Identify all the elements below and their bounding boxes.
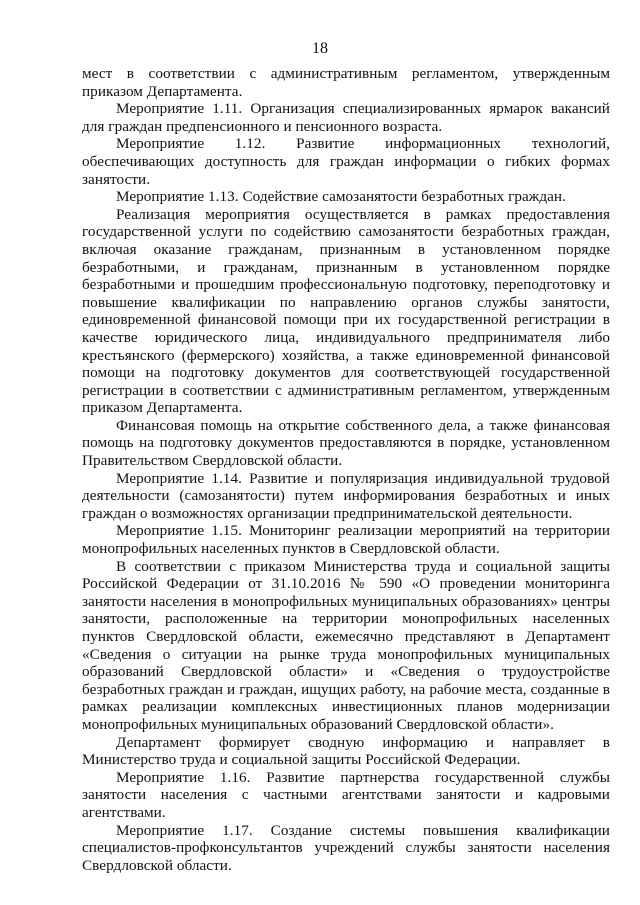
paragraph-measure-1-11: Мероприятие 1.11. Организация специализированных ярмарок вакансий для граждан предпенсионного и пенсионного возраста. — [82, 100, 610, 135]
paragraph-measure-1-17: Мероприятие 1.17. Создание системы повышения квалификации специалистов-профконсультантов учреждений службы занятости населения Свердловской области. — [82, 821, 610, 874]
paragraph-measure-1-14: Мероприятие 1.14. Развитие и популяризация индивидуальной трудовой деятельности (самозанятости) путем информирования безработных и иных граждан о возможностях организации предпринимательской деятельности. — [82, 469, 610, 522]
document-body — [82, 65, 610, 874]
paragraph-continuation: мест в соответствии с административным регламентом, утвержденным приказом Департамента. — [82, 65, 610, 100]
paragraph-ministry-order: В соответствии с приказом Министерства труда и социальной защиты Российской Федерации от 31.10.2016 № 590 «О проведении мониторинга занятости населения в монопрофильных муниципальных образованиях» центры занятости, расположенные на территории монопрофильных населенных пунктов Свердловской области, ежемесячно представляют в Департамент «Сведения о ситуации на рынке труда монопрофильных муниципальных образований Свердловской области» и «Сведения о трудоустройстве безработных граждан и граждан, ищущих работу, на рабочие места, созданные в рамках реализации комплексных инвестиционных планов модернизации монопрофильных муниципальных образований Свердловской области». — [82, 557, 610, 733]
paragraph-financial-aid: Финансовая помощь на открытие собственного дела, а также финансовая помощь на подготовку документов предоставляются в порядке, установленном Правительством Свердловской области. — [82, 416, 610, 470]
page-number: 18 — [312, 40, 328, 57]
paragraph-measure-1-15: Мероприятие 1.15. Мониторинг реализации мероприятий на территории монопрофильных населенных пунктов в Свердловской области. — [82, 522, 610, 558]
paragraph-department-summary: Департамент формирует сводную информацию и направляет в Министерство труда и социальной защиты Российской Федерации. — [82, 733, 610, 769]
paragraph-measure-1-12: Мероприятие 1.12. Развитие информационных технологий, обеспечивающих доступность для граждан информации о гибких формах занятости. — [82, 135, 610, 188]
paragraph-implementation: Реализация мероприятия осуществляется в рамках предоставления государственной услуги по содействию самозанятости безработных граждан, включая оказание гражданам, признанным в установленном порядке безработными, и гражданам, признанным в установленном порядке безработными и прошедшим профессиональную подготовку, переподготовку и повышение квалификации по направлению органов службы занятости, единовременной финансовой помощи при их государственной регистрации в качестве юридического лица, индивидуального предпринимателя либо крестьянского (фермерского) хозяйства, а также единовременной финансовой помощи на подготовку документов для соответствующей государственной регистрации в соответствии с административным регламентом, утвержденным приказом Департамента. — [82, 205, 610, 417]
paragraph-measure-1-16: Мероприятие 1.16. Развитие партнерства государственной службы занятости населения с частными агентствами занятости и кадровыми агентствами. — [82, 768, 610, 821]
paragraph-measure-1-13: Мероприятие 1.13. Содействие самозанятости безработных граждан. — [116, 188, 566, 206]
